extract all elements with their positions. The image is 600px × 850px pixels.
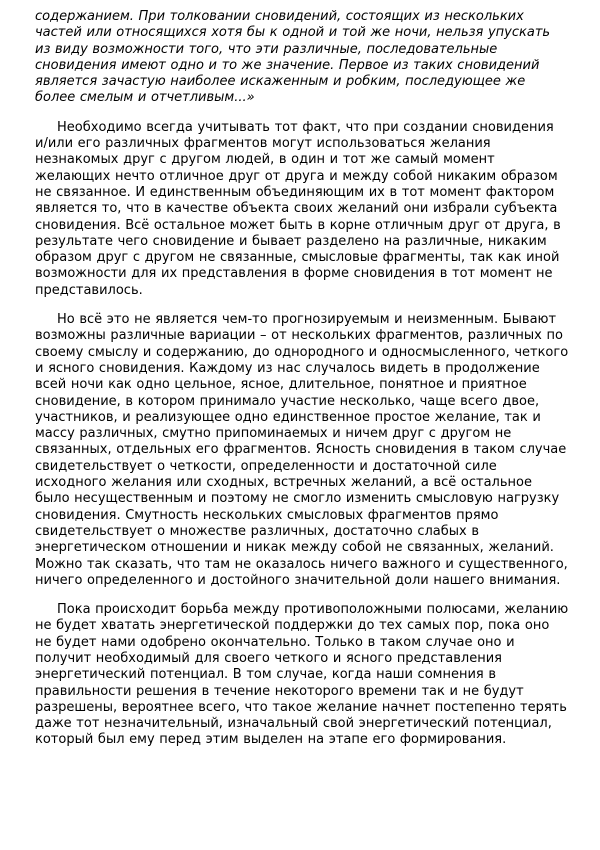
body-paragraph: Но всё это не является чем-то прогнозируемым и неизменным. Бывают возможны различные вариации – от нескольких фрагментов, различных по своему смыслу и содержанию, до однородного и односмысленного, четкого и ясного сновидения. Каждому из нас случалось видеть в продолжение всей ночи как одно цельное, ясное, длительное, понятное и приятное сновидение, в котором принимало участие несколько, чаще всего двое, участников, и реализующее одно единственное простое желание, так и массу различных, смутно припоминаемых и ничем друг с другом не связанных, отдельных его фрагментов. Ясность сновидения в таком случае свидетельствует о четкости, определенности и достаточной силе исходного желания или сходных, встречных желаний, а всё остальное было несущественным и поэтому не смогло изменить смысловую нагрузку сновидения. Смутность нескольких смысловых фрагментов прямо свидетельствует о множестве различных, достаточно слабых в энергетическом отношении и никак между собой не связанных, желаний. Можно так сказать, что там не оказалось ничего важного и существенного, ничего определенного и достойного значительной доли нашего внимания. [35, 312, 569, 588]
body-paragraph: Пока происходит борьба между противоположными полюсами, желанию не будет хватать энергетической поддержки до тех самых пор, пока оно не будет нами одобрено окончательно. Только в таком случае оно и получит необходимый для своего четкого и ясного представления энергетический потенциал. В том случае, когда наши сомнения в правильности решения в течение некоторого времени так и не будут разрешены, вероятнее всего, что такое желание начнет постепенно терять даже тот незначительный, изначальный свой энергетический потенциал, который был ему перед этим выделен на этапе его формирования. [35, 602, 569, 748]
body-paragraph: Необходимо всегда учитывать тот факт, что при создании сновидения и/или его различных фрагментов могут использоваться желания незнакомых друг с другом людей, в один и тот же самый момент желающих нечто отличное друг от друга и между собой никаким образом не связанное. И единственным объединяющим их в тот момент фактором является то, что в качестве объекта своих желаний они избрали субъекта сновидения. Всё остальное может быть в корне отличным друг от друга, в результате чего сновидение и бывает разделено на различные, никаким образом друг с другом не связанные, смысловые фрагменты, так как иной возможности для их представления в форме сновидения в тот момент не представилось. [35, 119, 561, 298]
quote-continuation-paragraph: содержанием. При толковании сновидений, состоящих из нескольких частей или относящихся хотя бы к одной и той же ночи, нельзя упускать из виду возможности того, что эти различные, последовательные сновидения имеют одно и то же значение. Первое из таких сновидений является зачастую наиболее искаженным и робким, последующее же более смелым и отчетливым...» [35, 9, 551, 106]
